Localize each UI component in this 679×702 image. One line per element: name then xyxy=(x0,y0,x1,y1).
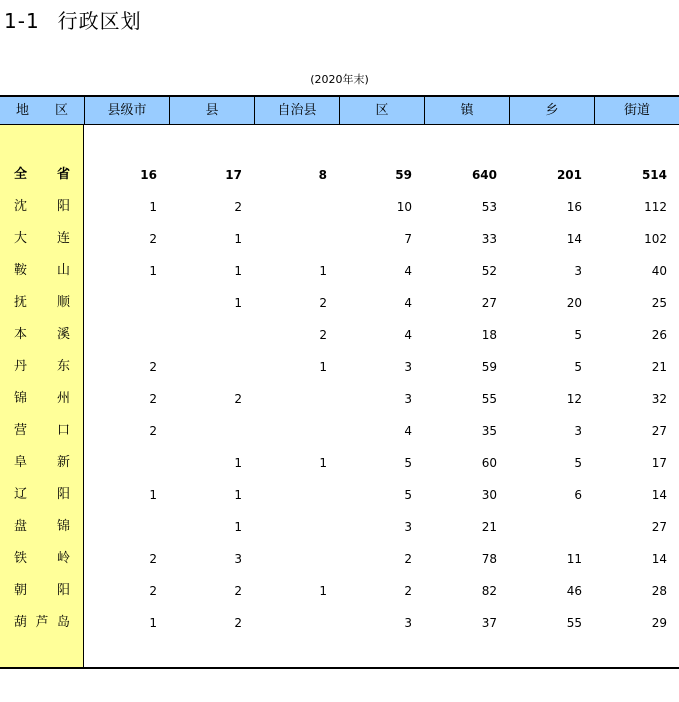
table-cell: 5 xyxy=(574,456,582,470)
table-cell: 35 xyxy=(481,424,497,438)
region-label-char: 朝 xyxy=(14,583,28,598)
column-header: 区 xyxy=(339,97,424,124)
data-table xyxy=(0,95,679,669)
table-cell: 112 xyxy=(644,200,667,214)
region-label-char: 省 xyxy=(56,167,70,182)
region-label-char: 芦 xyxy=(35,615,49,630)
region-label-char: 盘 xyxy=(14,519,28,534)
table-cell: 40 xyxy=(651,264,667,278)
table-cell: 37 xyxy=(481,616,497,630)
region-label xyxy=(14,390,70,408)
table-cell: 2 xyxy=(319,296,327,310)
unit-note: (2020年末) xyxy=(310,73,369,86)
region-label-char: 锦 xyxy=(14,391,28,406)
table-cell: 5 xyxy=(574,328,582,342)
page-title xyxy=(4,5,142,34)
table-cell: 1 xyxy=(234,520,242,534)
column-header: 地 区 xyxy=(15,103,68,118)
table-number: 1-1 xyxy=(4,9,40,33)
table-header xyxy=(0,97,679,125)
table-cell: 2 xyxy=(404,552,412,566)
table-cell: 14 xyxy=(651,488,667,502)
table-cell: 3 xyxy=(234,552,242,566)
region-label-char: 锦 xyxy=(56,519,70,534)
region-label-char: 新 xyxy=(56,455,70,470)
table-cell: 3 xyxy=(404,616,412,630)
table-cell: 1 xyxy=(149,264,157,278)
region-label-char: 鞍 xyxy=(14,263,28,278)
table-cell: 2 xyxy=(149,552,157,566)
table-cell: 3 xyxy=(404,392,412,406)
table-cell: 201 xyxy=(556,168,582,182)
region-label-char: 阳 xyxy=(56,487,70,502)
table-cell: 1 xyxy=(149,616,157,630)
table-cell xyxy=(247,518,327,536)
table-cell: 59 xyxy=(481,360,497,374)
table-cell: 29 xyxy=(651,616,667,630)
region-label-char: 辽 xyxy=(14,487,28,502)
table-cell: 20 xyxy=(566,296,582,310)
table-cell: 30 xyxy=(481,488,497,502)
table-cell: 25 xyxy=(651,296,667,310)
table-cell: 1 xyxy=(319,360,327,374)
table-cell xyxy=(247,422,327,440)
table-cell: 17 xyxy=(225,168,242,182)
region-label xyxy=(14,518,70,536)
table-cell: 1 xyxy=(234,296,242,310)
region-label-char: 铁 xyxy=(14,551,28,566)
region-label-char: 阳 xyxy=(56,583,70,598)
table-cell: 2 xyxy=(149,584,157,598)
table-cell: 21 xyxy=(651,360,667,374)
table-cell: 2 xyxy=(319,328,327,342)
region-label-char: 州 xyxy=(56,391,70,406)
table-cell: 7 xyxy=(404,232,412,246)
table-cell: 32 xyxy=(651,392,667,406)
region-label xyxy=(14,550,70,568)
table-cell: 82 xyxy=(481,584,497,598)
table-cell: 4 xyxy=(404,296,412,310)
table-cell xyxy=(77,326,157,344)
table-cell xyxy=(162,326,242,344)
table-cell: 3 xyxy=(404,520,412,534)
region-label-char: 连 xyxy=(56,231,70,246)
region-label-char: 大 xyxy=(14,231,28,246)
table-cell: 1 xyxy=(319,584,327,598)
region-label xyxy=(14,486,70,504)
table-cell: 514 xyxy=(641,168,667,182)
table-cell: 1 xyxy=(234,232,242,246)
table-cell: 10 xyxy=(396,200,412,214)
table-cell: 4 xyxy=(404,424,412,438)
table-cell: 78 xyxy=(481,552,497,566)
table-cell xyxy=(247,390,327,408)
table-cell: 1 xyxy=(234,264,242,278)
table-cell: 46 xyxy=(566,584,582,598)
column-header: 县级市 xyxy=(84,97,169,124)
table-cell: 16 xyxy=(140,168,157,182)
table-cell: 2 xyxy=(149,360,157,374)
table-cell: 2 xyxy=(149,392,157,406)
table-cell: 55 xyxy=(481,392,497,406)
table-cell: 26 xyxy=(651,328,667,342)
region-label-char: 口 xyxy=(56,423,70,438)
table-cell xyxy=(247,614,327,632)
table-cell: 3 xyxy=(404,360,412,374)
region-label-char: 抚 xyxy=(14,295,28,310)
table-cell xyxy=(247,198,327,216)
region-label xyxy=(14,358,70,376)
table-cell: 5 xyxy=(404,456,412,470)
table-cell: 1 xyxy=(319,264,327,278)
table-cell: 27 xyxy=(651,424,667,438)
table-cell: 59 xyxy=(395,168,412,182)
table-cell: 11 xyxy=(566,552,582,566)
table-cell: 12 xyxy=(566,392,582,406)
region-label-char: 东 xyxy=(56,359,70,374)
table-cell: 55 xyxy=(566,616,582,630)
region-label xyxy=(14,230,70,248)
column-header: 镇 xyxy=(424,97,509,124)
region-label xyxy=(14,294,70,312)
table-cell: 3 xyxy=(574,424,582,438)
table-cell: 2 xyxy=(234,392,242,406)
region-label xyxy=(14,326,70,344)
table-cell xyxy=(502,518,582,536)
table-cell: 1 xyxy=(149,488,157,502)
column-header: 乡 xyxy=(509,97,594,124)
table-cell xyxy=(247,230,327,248)
table-cell: 640 xyxy=(471,168,497,182)
region-label-char: 葫 xyxy=(14,615,28,630)
region-label-char: 岛 xyxy=(56,615,70,630)
table-cell: 2 xyxy=(234,584,242,598)
table-cell: 2 xyxy=(234,616,242,630)
table-cell: 60 xyxy=(481,456,497,470)
region-label-char: 全 xyxy=(14,167,28,182)
table-cell: 3 xyxy=(574,264,582,278)
table-cell: 21 xyxy=(481,520,497,534)
table-cell xyxy=(247,550,327,568)
table-cell xyxy=(77,518,157,536)
region-label-char: 丹 xyxy=(14,359,28,374)
table-cell: 28 xyxy=(651,584,667,598)
table-cell: 1 xyxy=(149,200,157,214)
table-cell: 33 xyxy=(481,232,497,246)
region-label-char: 阳 xyxy=(56,199,70,214)
region-label-char: 本 xyxy=(14,327,28,342)
table-cell xyxy=(77,454,157,472)
column-header: 自治县 xyxy=(254,97,339,124)
table-cell xyxy=(162,358,242,376)
table-cell: 2 xyxy=(149,232,157,246)
table-title: 行政区划 xyxy=(57,9,142,33)
table-cell: 2 xyxy=(234,200,242,214)
region-label-char: 岭 xyxy=(56,551,70,566)
region-label xyxy=(14,454,70,472)
table-cell: 5 xyxy=(404,488,412,502)
table-cell xyxy=(247,486,327,504)
table-cell: 4 xyxy=(404,264,412,278)
region-label-char: 沈 xyxy=(14,199,28,214)
table-cell: 4 xyxy=(404,328,412,342)
table-cell: 8 xyxy=(318,168,327,182)
table-cell: 17 xyxy=(651,456,667,470)
region-label xyxy=(14,198,70,216)
column-header: 县 xyxy=(169,97,254,124)
table-cell: 14 xyxy=(651,552,667,566)
table-cell: 2 xyxy=(404,584,412,598)
region-label-char: 顺 xyxy=(56,295,70,310)
table-cell: 2 xyxy=(149,424,157,438)
table-cell: 1 xyxy=(234,488,242,502)
region-label-char: 阜 xyxy=(14,455,28,470)
table-cell: 16 xyxy=(566,200,582,214)
region-label-char: 溪 xyxy=(56,327,70,342)
table-cell: 52 xyxy=(481,264,497,278)
table-cell: 27 xyxy=(651,520,667,534)
table-cell: 6 xyxy=(574,488,582,502)
table-cell: 27 xyxy=(481,296,497,310)
column-header: 街道 xyxy=(594,97,679,124)
table-cell xyxy=(77,294,157,312)
table-cell: 14 xyxy=(566,232,582,246)
region-label-char: 营 xyxy=(14,423,28,438)
total-row-label xyxy=(14,166,70,184)
region-label-char: 山 xyxy=(56,263,70,278)
table-cell: 1 xyxy=(234,456,242,470)
table-cell: 102 xyxy=(644,232,667,246)
table-cell: 18 xyxy=(481,328,497,342)
table-cell: 1 xyxy=(319,456,327,470)
region-label xyxy=(14,582,70,600)
table-cell xyxy=(162,422,242,440)
region-label xyxy=(14,614,70,632)
region-label xyxy=(14,262,70,280)
table-cell: 5 xyxy=(574,360,582,374)
region-label xyxy=(14,422,70,440)
table-cell: 53 xyxy=(481,200,497,214)
